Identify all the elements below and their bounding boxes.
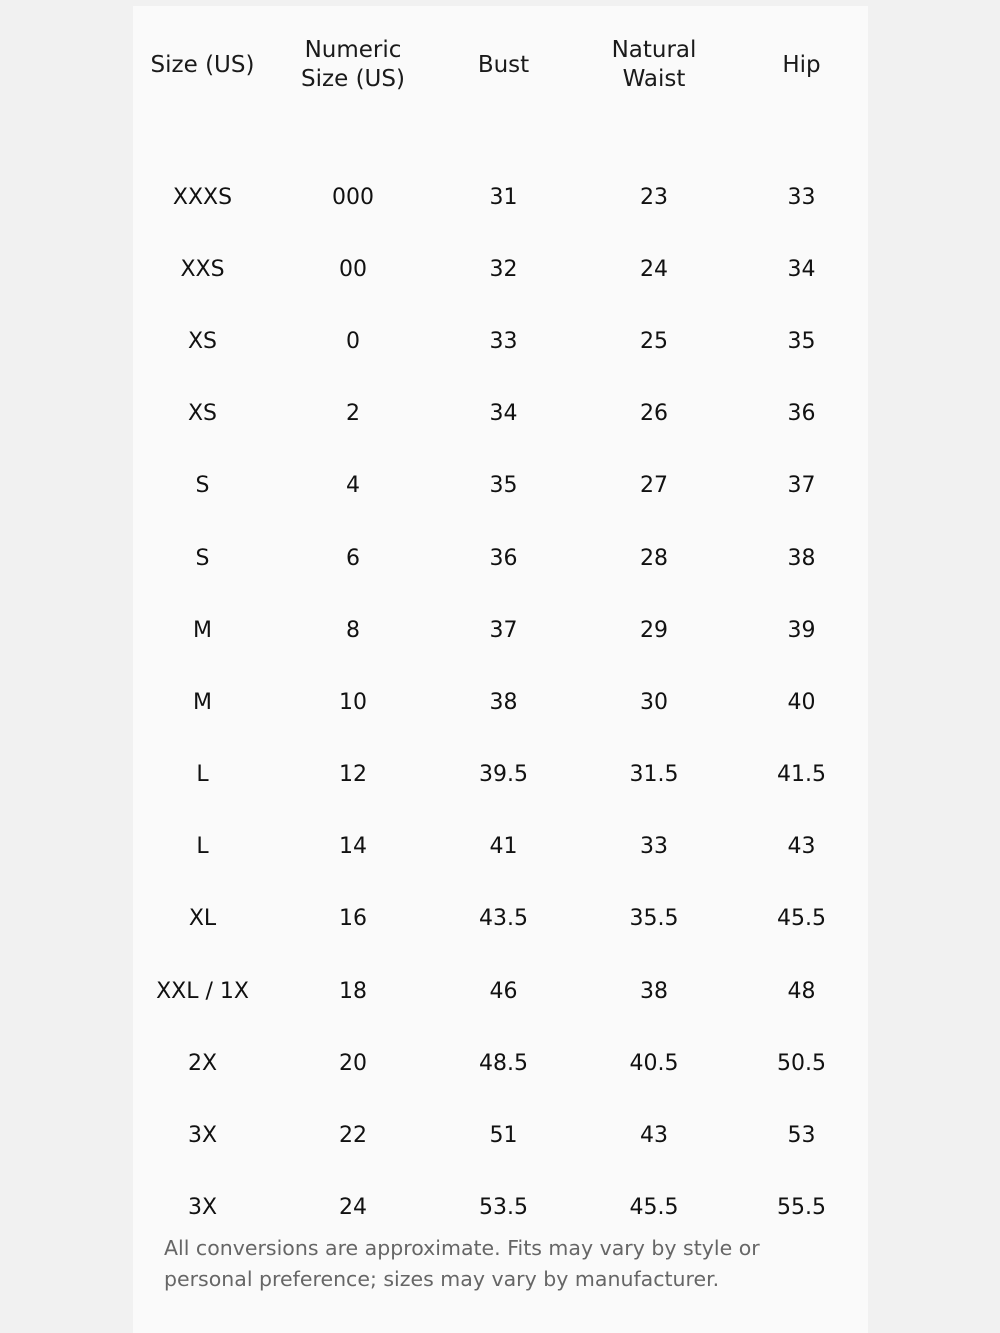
cell-hip: 55.5 <box>777 1195 826 1221</box>
cell-numeric-size: 00 <box>339 256 367 282</box>
header-natural-waist <box>573 33 735 97</box>
size-chart-card <box>133 6 868 1333</box>
cell-natural-waist: 25 <box>640 328 668 354</box>
cell-numeric-size: 24 <box>339 1195 367 1221</box>
table-row <box>133 450 868 522</box>
header-numeric-size-us <box>272 33 434 97</box>
header-natural-waist-label: Natural Waist <box>611 37 697 92</box>
cell-hip: 33 <box>787 184 816 210</box>
header-size-us-label: Size (US) <box>150 51 255 78</box>
cell-size-us: XS <box>187 401 218 427</box>
cell-numeric-size: 22 <box>339 1123 367 1149</box>
cell-size-us: XXXS <box>172 184 233 210</box>
cell-size-us: 2X <box>187 1050 218 1076</box>
table-header-row <box>133 33 868 97</box>
cell-natural-waist: 27 <box>640 473 668 499</box>
cell-bust: 39.5 <box>479 762 528 788</box>
cell-natural-waist: 35.5 <box>629 906 679 932</box>
cell-numeric-size: 20 <box>339 1050 367 1076</box>
cell-size-us: L <box>196 762 209 788</box>
table-row <box>133 666 868 738</box>
header-numeric-size-us-label: Numeric Size (US) <box>301 37 405 92</box>
cell-natural-waist: 29 <box>640 617 668 643</box>
cell-hip: 34 <box>787 256 816 282</box>
table-row <box>133 955 868 1027</box>
cell-size-us: S <box>195 545 210 571</box>
cell-hip: 48 <box>787 978 816 1004</box>
cell-hip: 45.5 <box>777 906 826 932</box>
header-hip-label: Hip <box>782 51 821 78</box>
cell-natural-waist: 24 <box>640 256 668 282</box>
table-row <box>133 1099 868 1171</box>
cell-size-us: S <box>195 473 210 499</box>
cell-size-us: M <box>193 617 212 643</box>
cell-hip: 43 <box>787 834 816 860</box>
cell-hip: 38 <box>787 545 816 571</box>
size-chart-table <box>133 33 868 1244</box>
cell-natural-waist: 43 <box>640 1123 668 1149</box>
cell-size-us: 3X <box>187 1195 218 1221</box>
cell-size-us: L <box>196 834 209 860</box>
cell-size-us: XXL / 1X <box>156 978 249 1004</box>
cell-numeric-size: 10 <box>339 689 367 715</box>
cell-bust: 53.5 <box>479 1195 528 1221</box>
table-row <box>133 305 868 377</box>
cell-hip: 35 <box>787 328 816 354</box>
cell-natural-waist: 31.5 <box>629 762 679 788</box>
cell-hip: 53 <box>787 1123 816 1149</box>
cell-numeric-size: 0 <box>346 328 360 354</box>
cell-bust: 48.5 <box>479 1050 528 1076</box>
cell-bust: 36 <box>489 545 518 571</box>
cell-bust: 32 <box>489 256 518 282</box>
cell-numeric-size: 8 <box>346 617 360 643</box>
cell-hip: 37 <box>787 473 816 499</box>
cell-bust: 35 <box>489 473 518 499</box>
cell-hip: 40 <box>787 689 816 715</box>
table-row <box>133 522 868 594</box>
cell-natural-waist: 26 <box>640 401 668 427</box>
conversion-footnote: All conversions are approximate. Fits may vary by style or personal preference; sizes may vary by manufacturer. <box>164 1236 760 1291</box>
cell-size-us: XL <box>188 906 217 932</box>
cell-numeric-size: 2 <box>346 401 360 427</box>
cell-hip: 41.5 <box>777 762 826 788</box>
table-row <box>133 1027 868 1099</box>
header-spacer <box>133 97 868 161</box>
cell-hip: 39 <box>787 617 816 643</box>
cell-numeric-size: 000 <box>332 184 374 210</box>
cell-size-us: XXS <box>180 256 225 282</box>
cell-numeric-size: 18 <box>339 978 367 1004</box>
cell-size-us: 3X <box>187 1123 218 1149</box>
table-row <box>133 378 868 450</box>
table-row <box>133 739 868 811</box>
cell-natural-waist: 23 <box>640 184 668 210</box>
cell-bust: 31 <box>489 184 518 210</box>
header-bust <box>434 33 573 97</box>
cell-natural-waist: 40.5 <box>629 1050 679 1076</box>
cell-bust: 37 <box>489 617 518 643</box>
table-row <box>133 161 868 233</box>
cell-numeric-size: 12 <box>339 762 367 788</box>
cell-size-us: M <box>193 689 212 715</box>
cell-bust: 46 <box>489 978 518 1004</box>
cell-numeric-size: 4 <box>346 473 360 499</box>
cell-bust: 43.5 <box>479 906 528 932</box>
header-hip <box>735 33 868 97</box>
table-row <box>133 883 868 955</box>
table-row <box>133 811 868 883</box>
cell-bust: 41 <box>489 834 518 860</box>
table-row <box>133 233 868 305</box>
cell-natural-waist: 30 <box>640 689 668 715</box>
cell-natural-waist: 38 <box>640 978 668 1004</box>
cell-hip: 50.5 <box>777 1050 826 1076</box>
cell-bust: 34 <box>489 401 518 427</box>
cell-bust: 51 <box>489 1123 518 1149</box>
header-bust-label: Bust <box>477 51 530 78</box>
cell-numeric-size: 14 <box>339 834 367 860</box>
table-row <box>133 594 868 666</box>
cell-hip: 36 <box>787 401 816 427</box>
cell-size-us: XS <box>187 328 218 354</box>
cell-natural-waist: 45.5 <box>629 1195 679 1221</box>
size-chart-body <box>133 161 868 1244</box>
cell-numeric-size: 6 <box>346 545 360 571</box>
cell-natural-waist: 28 <box>640 545 668 571</box>
cell-natural-waist: 33 <box>640 834 668 860</box>
cell-bust: 33 <box>489 328 518 354</box>
cell-numeric-size: 16 <box>339 906 367 932</box>
header-size-us <box>133 33 272 97</box>
cell-bust: 38 <box>489 689 518 715</box>
